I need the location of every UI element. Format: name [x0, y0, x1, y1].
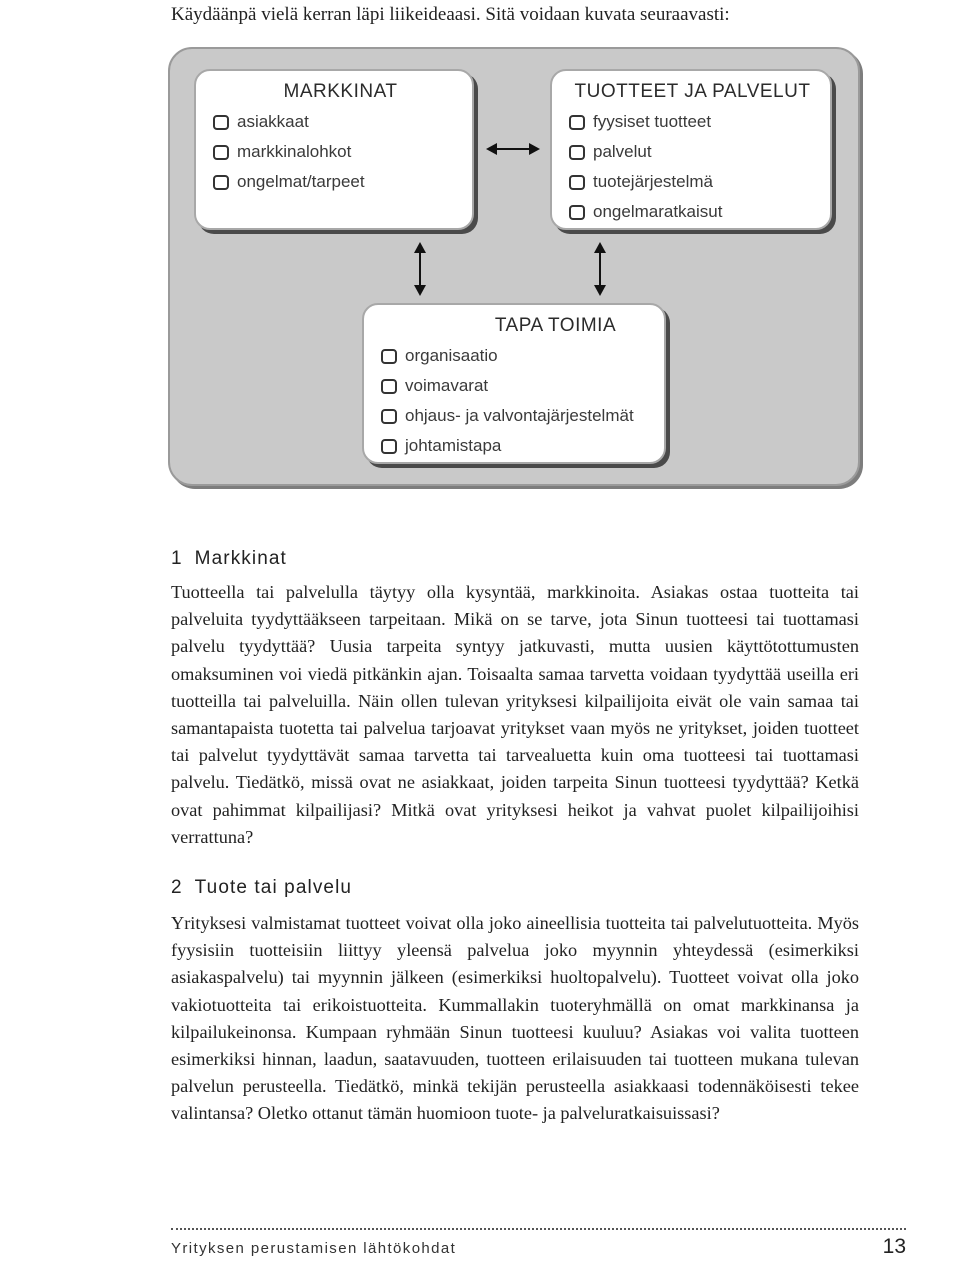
section-1-title: Markkinat [194, 548, 287, 569]
list-item: ohjaus- ja valvontajärjestelmät [381, 401, 650, 431]
bullet-icon [381, 409, 397, 424]
section-2-heading [171, 877, 352, 899]
section-1-body: Tuotteella tai palvelulla täytyy olla kysyntää, markkinoita. Asiakas ostaa tuotteita tai palveluita tyydyttääkseen tarpeitaan. Mikä on se tarve, jota Sinun tuotteesi tai tuottamasi palvelu tyydyttää? Uusia tarpeita syntyy jatkuvasti, mutta uusien käyttötottumusten omaksuminen voi viedä pitkänkin ajan. Toisaalta samaa tarvetta voidaan tyydyttää useilla eri tuotteilla tai palveluilla. Näin ollen tulevan yrityksesi kilpailijoita eivät ole vain samaa tai samantapaista tuotetta tai palvelua tarjoavat yritykset vaan myös ne yritykset, joiden tuotteet tai palvelut tyydyttävät samaa tarvetta tai tarvealuetta kuin oma tuotteesi tai tuottamasi palvelu. Tiedätkö, missä ovat ne asiakkaat, joiden tarpeita Sinun tuotteesi tyydyttää? Ketkä ovat pahimmat kilpailijasi? Mitkä ovat yrityksesi heikot ja vahvat puolet kilpailijoihisi verrattuna? [171, 582, 859, 847]
markkinat-box [194, 69, 474, 230]
list-item: ongelmat/tarpeet [213, 167, 458, 197]
tapa-toimia-box [362, 303, 666, 464]
list-item: johtamistapa [381, 431, 650, 461]
markkinat-title: MARKKINAT [283, 81, 398, 102]
footer-divider [171, 1228, 906, 1230]
list-item: ongelmaratkaisut [569, 197, 816, 227]
vertical-double-arrow-icon [410, 242, 430, 296]
bullet-icon [569, 115, 585, 130]
bullet-icon [381, 349, 397, 364]
bullet-icon [569, 145, 585, 160]
list-item: markkinalohkot [213, 137, 458, 167]
bullet-icon [381, 379, 397, 394]
bullet-icon [213, 115, 229, 130]
tapa-toimia-title: TAPA TOIMIA [494, 315, 617, 336]
intro-text: Käydäänpä vielä kerran läpi liikeideaasi. Sitä voidaan kuvata seuraavasti: [171, 4, 730, 25]
tuotteet-title: TUOTTEET JA PALVELUT [574, 81, 811, 102]
markkinat-list [213, 107, 458, 197]
bullet-icon [569, 175, 585, 190]
section-1-number: 1 [171, 548, 183, 569]
bullet-icon [213, 145, 229, 160]
tuotteet-list [569, 107, 816, 227]
list-item: tuotejärjestelmä [569, 167, 816, 197]
footer-title: Yrityksen perustamisen lähtökohdat [171, 1240, 457, 1257]
tapa-toimia-list [381, 341, 650, 461]
bullet-icon [569, 205, 585, 220]
list-item: fyysiset tuotteet [569, 107, 816, 137]
tuotteet-box [550, 69, 832, 230]
list-item: organisaatio [381, 341, 650, 371]
section-1-heading [171, 548, 287, 570]
section-2-number: 2 [171, 877, 183, 898]
bullet-icon [381, 439, 397, 454]
page-number: 13 [882, 1235, 906, 1258]
section-2-body: Yrityksesi valmistamat tuotteet voivat olla joko aineellisia tuotteita tai palvelutuotteita. Myös fyysisiin tuotteisiin liittyy yleensä palvelua joko myynnin yhteydessä (esimerkiksi asiakaspalvelu) tai myynnin jälkeen (esimerkiksi huoltopalvelu). Tuotteet voivat olla joko vakiotuotteita tai erikoistuotteita. Kummallakin tuoteryhmällä on omat markkinansa ja kilpailukeinonsa. Kumpaan ryhmään Sinun tuotteesi kuuluu? Asiakas voi valita tuotteen esimerkiksi hinnan, laadun, saatavuuden, tuotteen erilaisuuden tai tuotteen mukana tulevan palvelun perusteella. Tiedätkö, minkä tekijän perusteella asiakkaasi todennäköisesti tekee valintansa? Oletko ottanut tämän huomioon tuote- ja palveluratkaisuissasi? [171, 913, 859, 1124]
section-2-title: Tuote tai palvelu [194, 877, 353, 898]
list-item: asiakkaat [213, 107, 458, 137]
list-item: voimavarat [381, 371, 650, 401]
list-item: palvelut [569, 137, 816, 167]
bullet-icon [213, 175, 229, 190]
vertical-double-arrow-icon [590, 242, 610, 296]
business-idea-diagram [168, 47, 860, 486]
horizontal-double-arrow-icon [486, 139, 540, 159]
